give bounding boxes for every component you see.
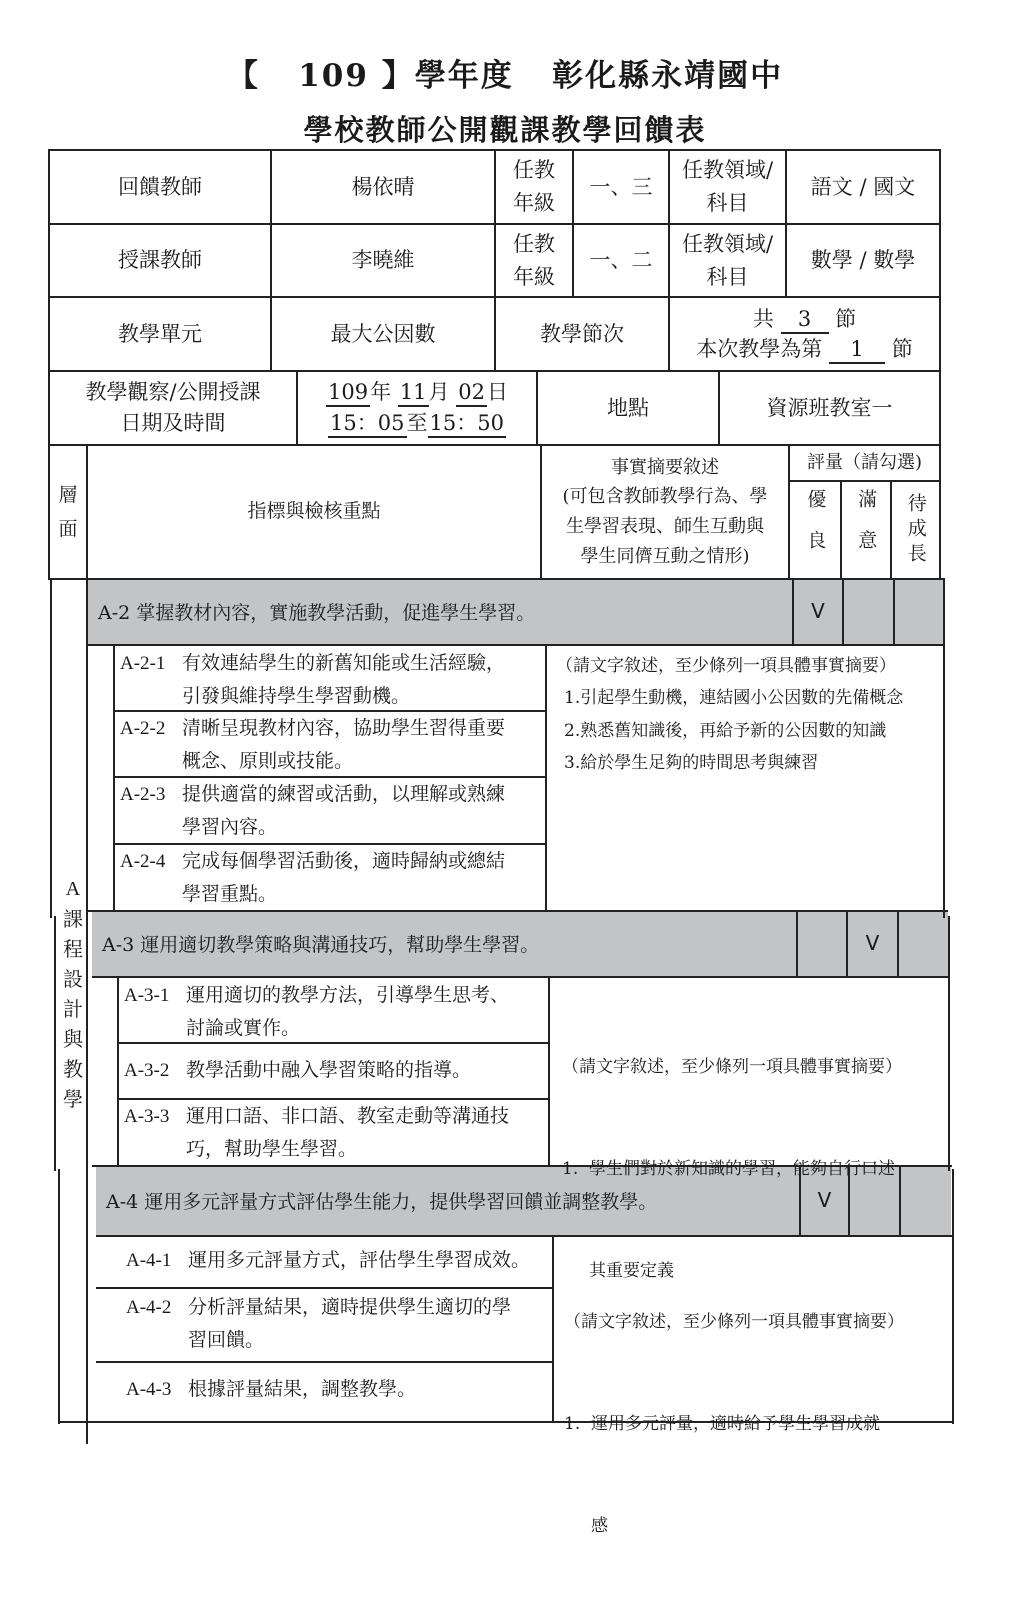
observe-label: 教學觀察/公開授課 日期及時間	[85, 379, 261, 435]
indicator-a3-3: A-3-3 運用口語、非口語、教室走動等溝通技 巧，幫助學生學習。	[124, 1105, 510, 1161]
check-mark-a3-satisfied[interactable]: V	[865, 931, 880, 955]
check-mark-a2-excellent[interactable]: V	[811, 599, 825, 623]
indicator-a2-2: A-2-2 清晰呈現教材內容，協助學生習得重要 概念、原則或技能。	[120, 717, 506, 773]
session-info	[670, 298, 939, 370]
feedback-grade: 一、三	[589, 174, 653, 199]
feedback-teacher-name: 楊依晴	[351, 174, 415, 199]
unit-name: 最大公因數	[330, 321, 436, 346]
place-value: 資源班教室一	[766, 395, 893, 420]
level-header: 層面	[58, 483, 78, 540]
grade-label: 任教 年級	[513, 231, 555, 289]
observe-time: 15：05至15：50	[328, 408, 506, 440]
fact-summary-a3: （請文字敘述，至少條列一項具體事實摘要） 1. 學生們對於新知識的學習，能夠自行口述 其重要定義	[562, 1057, 902, 1281]
indicator-a4-2: A-4-2 分析評量結果，適時提供學生適切的學 習回饋。	[126, 1296, 512, 1352]
indicator-a4-1: A-4-1 運用多元評量方式，評估學生學習成效。	[126, 1249, 531, 1271]
section-title-a3: A-3 運用適切教學策略與溝通技巧，幫助學生學習。	[102, 933, 540, 956]
indicator-a2-3: A-2-3 提供適當的練習或活動，以理解或熟練 學習內容。	[120, 783, 506, 839]
level-a-label: A 課 程 設 計 與 教 學	[63, 878, 83, 1111]
session-label: 教學節次	[540, 321, 624, 346]
section-title-a4: A-4 運用多元評量方式評估學生能力，提供學習回饋並調整教學。	[106, 1190, 658, 1213]
grade-label: 任教 年級	[513, 158, 555, 215]
feedback-field: 語文 / 國文	[810, 174, 916, 199]
fact-summary-a2: （請文字敘述，至少條列一項具體事實摘要） 1.引起學生動機，連結國小公因數的先備概念 2.熟悉舊知識後，再給予新的公因數的知識 3.給於學生足夠的時間思考與練習	[556, 656, 904, 773]
indicator-a4-3: A-4-3 根據評量結果，調整教學。	[126, 1378, 417, 1400]
indicator-header: 指標與檢核重點	[247, 500, 381, 523]
current-session: 本次教學為第 1 節	[696, 334, 912, 364]
teaching-teacher-label: 授課教師	[118, 248, 202, 273]
rating-satisfied: 滿意	[855, 489, 878, 571]
field-label: 任教領域/ 科目	[681, 158, 774, 215]
indicator-a3-2: A-3-2 教學活動中融入學習策略的指導。	[124, 1059, 472, 1081]
field-label: 任教領域/ 科目	[681, 231, 774, 289]
unit-label: 教學單元	[118, 321, 202, 346]
observe-date: 109年 11月 02日	[326, 377, 508, 409]
indicator-a2-4: A-2-4 完成每個學習活動後，適時歸納或總結 學習重點。	[120, 850, 506, 906]
teaching-field: 數學 / 數學	[810, 248, 916, 273]
rating-needs-growth: 待成長	[904, 492, 927, 568]
teaching-teacher-name: 李曉維	[351, 248, 415, 273]
observe-datetime	[298, 372, 536, 444]
form-subtitle: 學校教師公開觀課教學回饋表	[303, 113, 707, 147]
fact-summary-a4: （請文字敘述，至少條列一項具體事實摘要） 1. 運用多元評量，適時給予學生學習成就 感	[564, 1312, 904, 1536]
feedback-teacher-label: 回饋教師	[118, 174, 202, 199]
form-title: 【 109 】學年度 彰化縣永靖國中	[226, 58, 784, 94]
section-title-a2: A-2 掌握教材內容，實施教學活動，促進學生學習。	[98, 601, 536, 624]
rating-header: 評量（請勾選)	[806, 452, 923, 474]
total-sessions: 共 3 節	[753, 304, 856, 334]
indicator-a2-1: A-2-1 有效連結學生的新舊知能或生活經驗， 引發與維持學生學習動機。	[120, 652, 506, 708]
rating-excellent: 優良	[804, 489, 827, 571]
fact-header: 事實摘要敘述 (可包含教師教學行為、學 生學習表現、師生互動與 學生同儕互動之情形)	[562, 456, 768, 567]
check-mark-a4-excellent[interactable]: V	[817, 1188, 832, 1212]
teaching-grade: 一、二	[589, 248, 653, 273]
indicator-a3-1: A-3-1 運用適切的教學方法，引導學生思考、 討論或實作。	[124, 984, 510, 1040]
place-label: 地點	[607, 395, 649, 420]
